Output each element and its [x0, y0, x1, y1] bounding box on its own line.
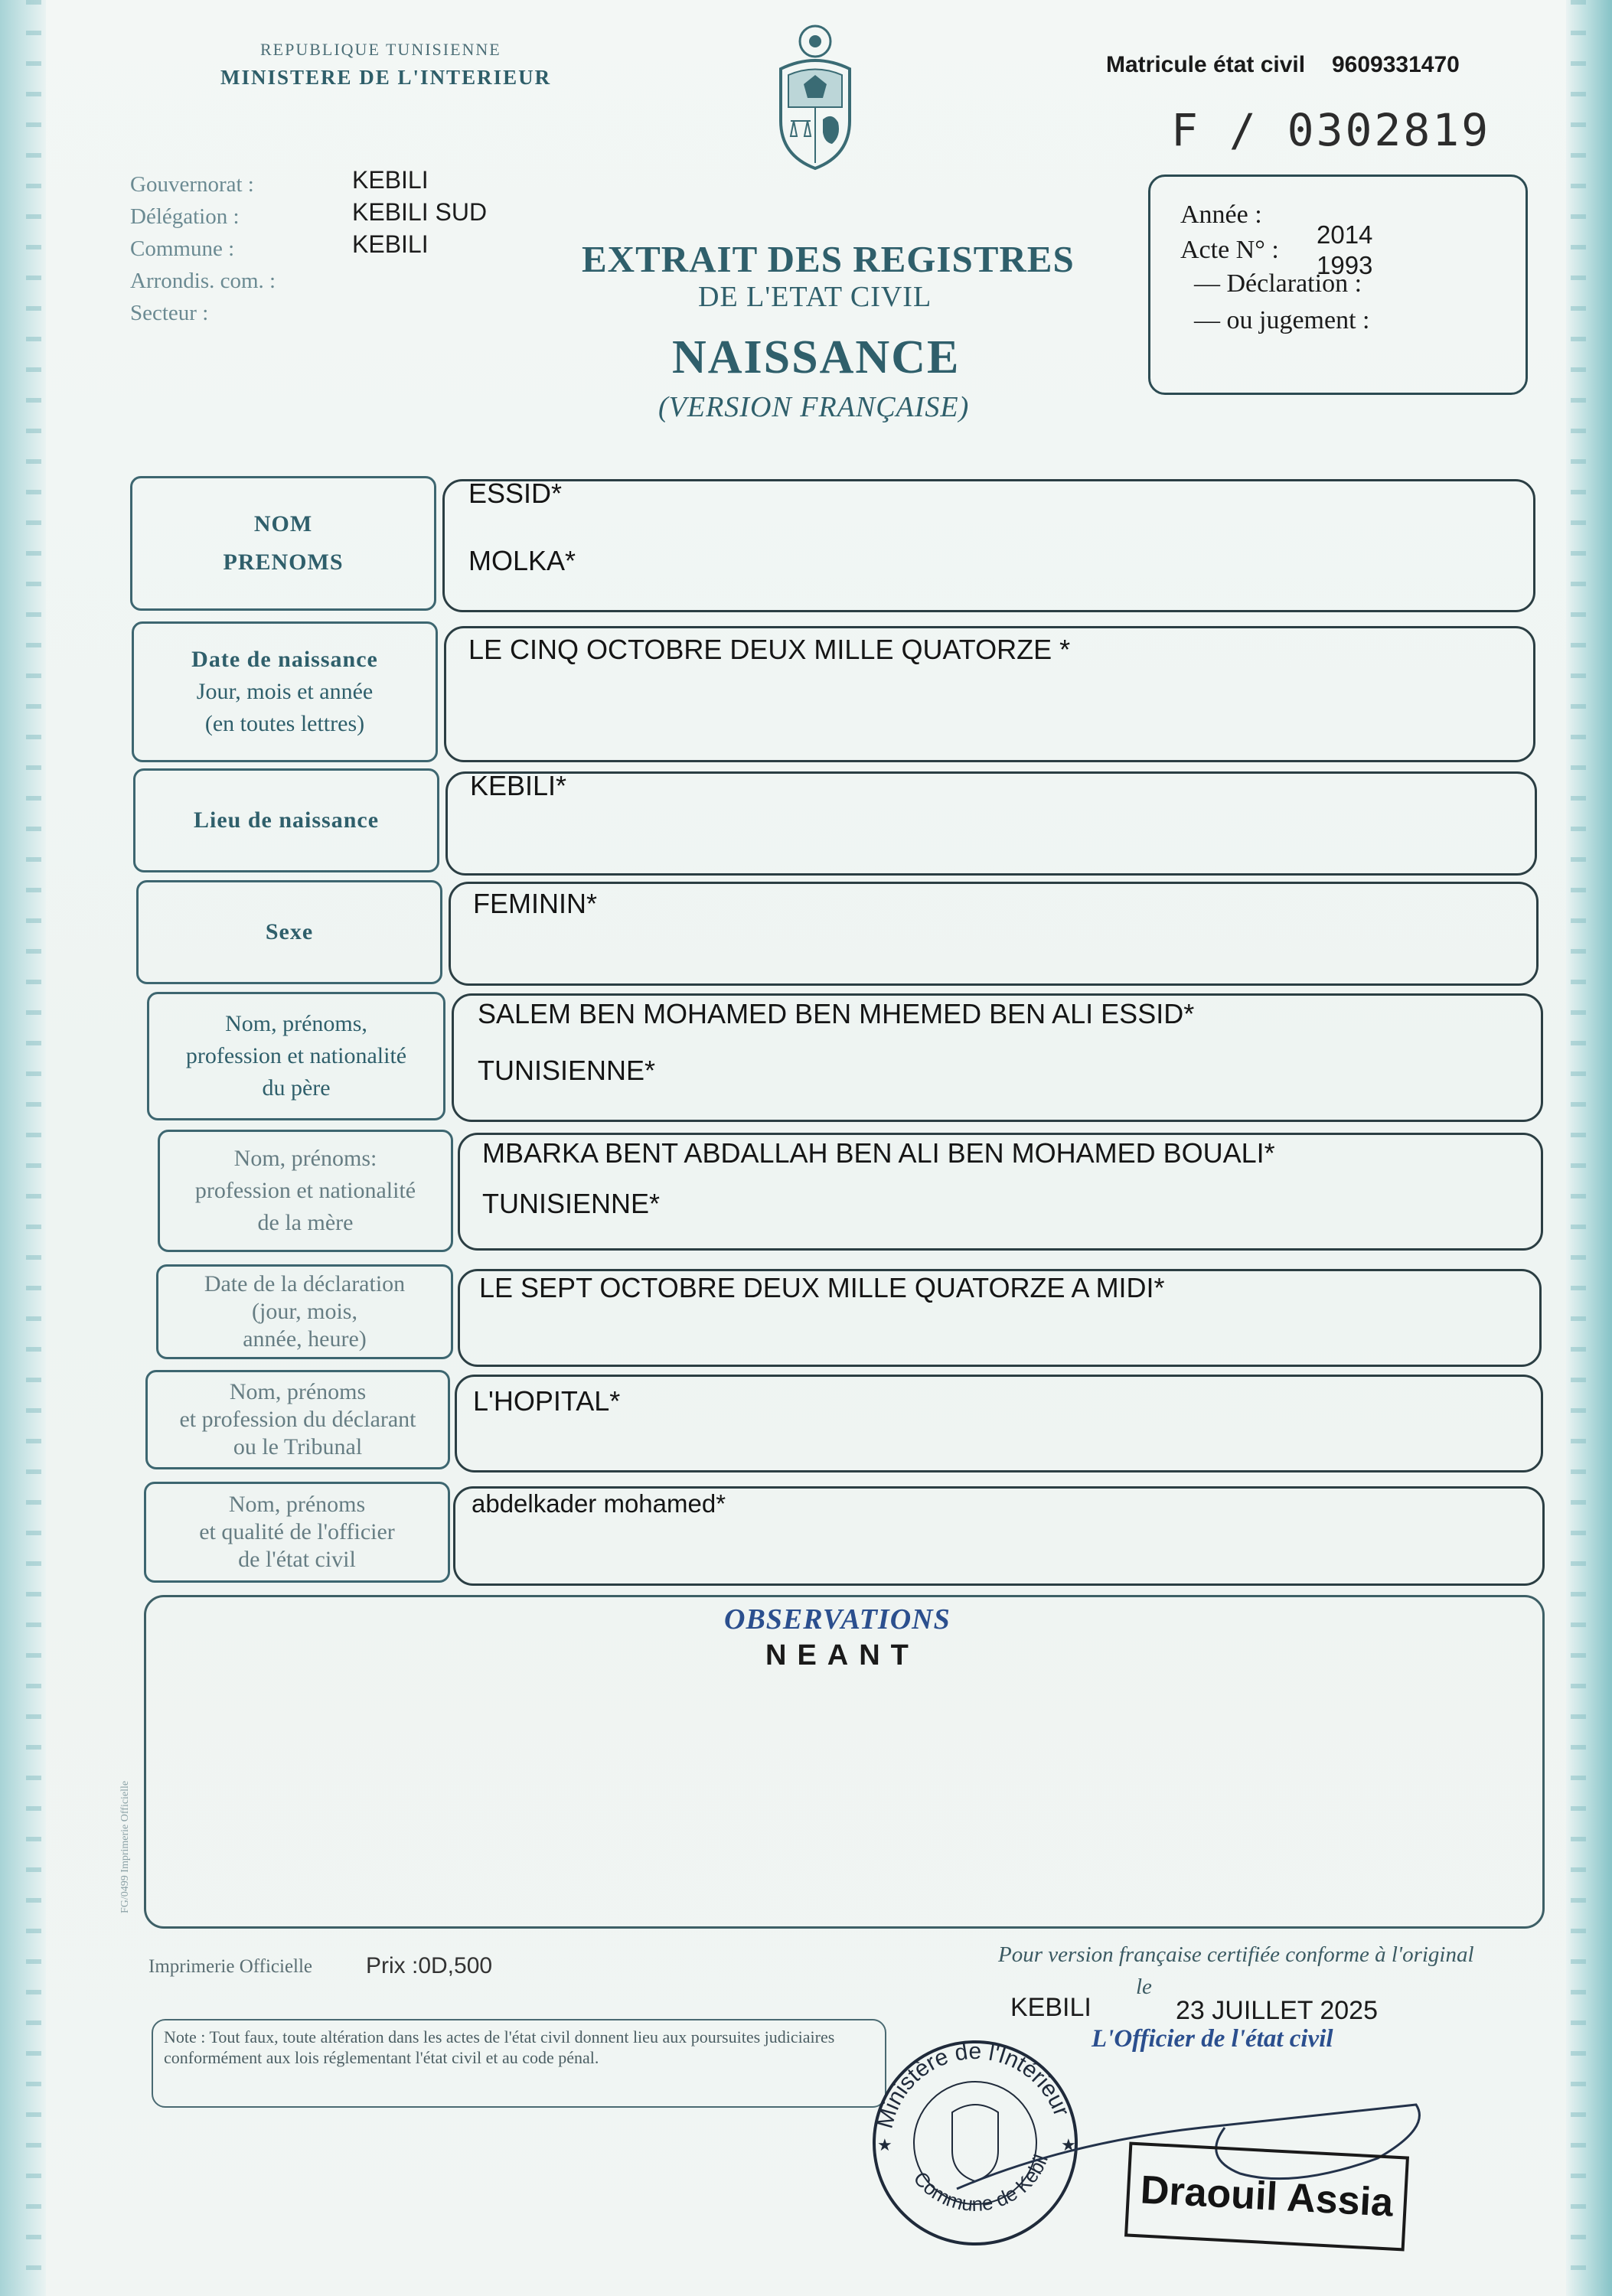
- republic-heading: REPUBLIQUE TUNISIENNE: [260, 40, 501, 59]
- officier-label-line2: et qualité de l'officier: [199, 1519, 395, 1544]
- gouvernorat-label: Gouvernorat :: [130, 172, 254, 197]
- birth-certificate: [46, 0, 1566, 2296]
- declarant-label-line1: Nom, prénoms: [229, 1379, 367, 1404]
- date-declaration-label-line3: année, heure): [243, 1326, 367, 1352]
- arrondissement-label: Arrondis. com. :: [130, 269, 276, 293]
- pere-label-line1: Nom, prénoms,: [225, 1011, 367, 1036]
- delegation-value: KEBILI SUD: [352, 198, 488, 226]
- pere-label-line3: du père: [262, 1075, 331, 1101]
- mere-name-value: MBARKA BENT ABDALLAH BEN ALI BEN MOHAMED BOUALI*: [482, 1137, 1275, 1169]
- lieu-naissance-value-box: [445, 771, 1537, 876]
- date-naissance-sub1: Jour, mois et année: [196, 679, 374, 704]
- jugement-option: — ou jugement :: [1194, 306, 1370, 334]
- nom-label: NOM: [253, 511, 313, 536]
- pere-name-value: SALEM BEN MOHAMED BEN MHEMED BEN ALI ESSID*: [478, 998, 1195, 1029]
- le-word: le: [1136, 1975, 1152, 1999]
- mere-nationality-value: TUNISIENNE*: [482, 1188, 661, 1219]
- date-declaration-label-box: [156, 1264, 453, 1359]
- sexe-label-box: [136, 880, 442, 984]
- prenoms-value: MOLKA*: [468, 545, 576, 576]
- pere-label-box: [147, 992, 445, 1120]
- side-imprint: FG/0499 Imprimerie Officielle: [119, 1780, 131, 1913]
- matricule-value: 9609331470: [1332, 52, 1460, 77]
- security-border-left: [0, 0, 46, 2296]
- acte-number-label: Acte N° :: [1180, 236, 1279, 264]
- commune-label: Commune :: [130, 236, 235, 261]
- date-naissance-sub2: (en toutes lettres): [204, 711, 365, 736]
- gouvernorat-value: KEBILI: [352, 166, 429, 194]
- lieu-naissance-label: Lieu de naissance: [193, 807, 380, 833]
- annee-value: 2014: [1317, 220, 1373, 249]
- lieu-naissance-label-box: [133, 768, 439, 872]
- svg-text:★: ★: [877, 2135, 892, 2154]
- svg-text:★: ★: [1061, 2135, 1076, 2154]
- sexe-value: FEMININ*: [473, 888, 597, 919]
- observations-value: NEANT: [765, 1639, 919, 1671]
- mere-label-line2: profession et nationalité: [194, 1178, 416, 1203]
- security-border-right: [1566, 0, 1612, 2296]
- lieu-naissance-value: KEBILI*: [470, 770, 567, 801]
- secteur-label: Secteur :: [130, 301, 209, 325]
- date-naissance-label-box: [132, 621, 438, 762]
- nom-prenoms-value-box: [442, 479, 1535, 612]
- delegation-label: Délégation :: [130, 204, 240, 229]
- act-type-title: NAISSANCE: [672, 331, 961, 383]
- declarant-value: L'HOPITAL*: [473, 1385, 621, 1417]
- acte-number-value: 1993: [1317, 251, 1373, 279]
- date-naissance-label: Date de naissance: [191, 647, 378, 672]
- officier-label-box: [144, 1482, 450, 1583]
- imprimerie-label: Imprimerie Officielle: [148, 1956, 313, 1977]
- serial-number: F / 0302819: [1171, 104, 1491, 156]
- declarant-label-line2: et profession du déclarant: [179, 1407, 416, 1432]
- annee-label: Année :: [1180, 201, 1262, 229]
- date-declaration-label-line2: (jour, mois,: [252, 1299, 357, 1324]
- issue-date: 23 JUILLET 2025: [1176, 1996, 1378, 2025]
- commune-value: KEBILI: [352, 230, 429, 258]
- ministry-heading: MINISTERE DE L'INTERIEUR: [220, 66, 552, 89]
- legal-note-box: [152, 2019, 886, 2108]
- legal-note: Note : Tout faux, toute altération dans les actes de l'état civil donnent lieu aux poursuites judiciaires conformément aux lois réglementant l'état civil et au code pénal.: [164, 2027, 835, 2067]
- pere-nationality-value: TUNISIENNE*: [478, 1055, 656, 1086]
- sexe-value-box: [449, 882, 1539, 986]
- mere-label-line3: de la mère: [257, 1210, 354, 1235]
- officier-label-line1: Nom, prénoms: [228, 1492, 366, 1517]
- declarant-label-box: [145, 1370, 450, 1469]
- nom-prenoms-label-box: [130, 476, 436, 611]
- date-declaration-label-line1: Date de la déclaration: [204, 1271, 406, 1296]
- pere-label-line2: profession et nationalité: [185, 1043, 407, 1068]
- tunisian-coat-of-arms-icon: [762, 21, 869, 174]
- version-label: (VERSION FRANÇAISE): [658, 391, 970, 423]
- price-label: Prix :0D,500: [366, 1953, 493, 1978]
- officier-value: abdelkader mohamed*: [472, 1489, 726, 1518]
- mere-label-line1: Nom, prénoms:: [233, 1146, 377, 1171]
- document-title: EXTRAIT DES REGISTRES: [582, 238, 1075, 280]
- matricule-label: Matricule état civil: [1106, 52, 1306, 77]
- officier-signature-title: L'Officier de l'état civil: [1092, 2025, 1333, 2053]
- prenoms-label: PRENOMS: [223, 550, 344, 575]
- conforme-text: Pour version française certifiée conforme à l'original: [998, 1942, 1474, 1967]
- declarant-label-line3: ou le Tribunal: [233, 1434, 363, 1459]
- declaration-option: — Déclaration :: [1194, 269, 1362, 298]
- document-subtitle: DE L'ETAT CIVIL: [698, 281, 932, 313]
- date-declaration-value: LE SEPT OCTOBRE DEUX MILLE QUATORZE A MIDI*: [479, 1272, 1165, 1303]
- sexe-label: Sexe: [265, 919, 314, 944]
- stamp-top-text: Ministère de l'Intérieur: [872, 2039, 1075, 2131]
- stamp-bottom-text: Commune de Kebil: [909, 2151, 1052, 2216]
- mere-label-box: [158, 1130, 453, 1252]
- date-naissance-value: LE CINQ OCTOBRE DEUX MILLE QUATORZE *: [468, 634, 1071, 665]
- issue-place: KEBILI: [1010, 1993, 1092, 2022]
- officier-label-line3: de l'état civil: [238, 1547, 356, 1572]
- observations-title: OBSERVATIONS: [724, 1603, 951, 1636]
- nom-value: ESSID*: [468, 478, 563, 509]
- officer-name-stamp: Draouil Assia: [1124, 2142, 1409, 2252]
